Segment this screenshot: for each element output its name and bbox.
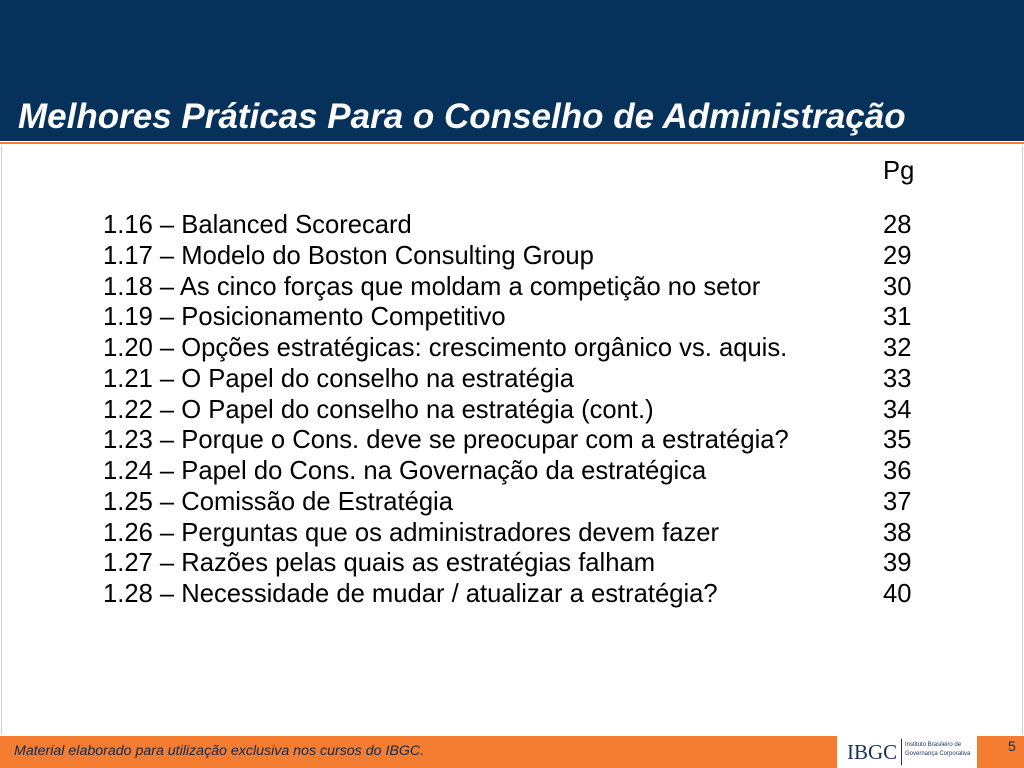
slide-title: Melhores Práticas Para o Conselho de Administração bbox=[18, 97, 906, 136]
toc-item-page: 30 bbox=[883, 272, 912, 301]
toc-item-title: 1.25 – Comissão de Estratégia bbox=[103, 487, 453, 516]
logo-wordmark: IBGC bbox=[847, 740, 898, 764]
toc-item-page: 31 bbox=[883, 303, 912, 332]
toc-item-page: 33 bbox=[883, 364, 912, 393]
ibgc-logo bbox=[837, 736, 977, 768]
toc-row bbox=[103, 272, 933, 303]
toc-item-title: 1.26 – Perguntas que os administradores devem fazer bbox=[103, 518, 720, 547]
toc-row bbox=[103, 241, 933, 272]
toc-item-page: 38 bbox=[883, 518, 912, 547]
toc-row bbox=[103, 395, 933, 426]
logo-tagline-line1: Instituto Brasileiro de bbox=[905, 742, 962, 748]
toc-item-title: 1.21 – O Papel do conselho na estratégia bbox=[103, 364, 574, 393]
toc-item-title: 1.23 – Porque o Cons. deve se preocupar com a estratégia? bbox=[103, 426, 789, 455]
toc-item-page: 40 bbox=[883, 580, 912, 608]
toc-item-page: 35 bbox=[883, 426, 912, 455]
toc-item-page: 39 bbox=[883, 549, 912, 578]
table-of-contents bbox=[103, 210, 933, 610]
toc-row bbox=[103, 333, 933, 364]
toc-item-title: 1.18 – As cinco forças que moldam a competição no setor bbox=[103, 272, 761, 301]
toc-row bbox=[103, 302, 933, 333]
toc-row bbox=[103, 364, 933, 395]
toc-row bbox=[103, 548, 933, 579]
toc-row bbox=[103, 579, 933, 610]
toc-item-title: 1.19 – Posicionamento Competitivo bbox=[103, 303, 506, 332]
toc-item-page: 29 bbox=[883, 241, 912, 270]
toc-row bbox=[103, 487, 933, 518]
toc-item-page: 34 bbox=[883, 395, 912, 424]
toc-row bbox=[103, 456, 933, 487]
toc-item-title: 1.22 – O Papel do conselho na estratégia (cont.) bbox=[103, 395, 654, 424]
toc-item-title: 1.17 – Modelo do Boston Consulting Group bbox=[103, 241, 594, 270]
footer-usage-note: Material elaborado para utilização exclusiva nos cursos do IBGC. bbox=[14, 743, 425, 759]
logo-divider bbox=[901, 739, 902, 765]
toc-item-title: 1.28 – Necessidade de mudar / atualizar a estratégia? bbox=[103, 580, 718, 608]
content-frame-left-border bbox=[1, 146, 2, 735]
content-frame-right-border bbox=[1022, 146, 1023, 735]
page-column-header: Pg bbox=[883, 157, 915, 185]
toc-item-title: 1.27 – Razões pelas quais as estratégias falham bbox=[103, 549, 656, 578]
slide-number: 5 bbox=[1008, 738, 1016, 754]
toc-item-title: 1.24 – Papel do Cons. na Governação da estratégica bbox=[103, 457, 707, 485]
slide-footer bbox=[0, 736, 1024, 768]
toc-item-page: 28 bbox=[883, 211, 912, 239]
toc-item-page: 32 bbox=[883, 334, 912, 362]
toc-row bbox=[103, 518, 933, 549]
toc-item-page: 37 bbox=[883, 487, 912, 516]
header-divider bbox=[0, 142, 1024, 144]
toc-row bbox=[103, 210, 933, 241]
toc-item-title: 1.16 – Balanced Scorecard bbox=[103, 211, 412, 239]
logo-tagline-line2: Governança Corporativa bbox=[905, 751, 971, 757]
toc-item-title: 1.20 – Opções estratégicas: crescimento orgânico vs. aquis. bbox=[103, 334, 788, 362]
slide-header bbox=[0, 0, 1024, 141]
toc-row bbox=[103, 425, 933, 456]
toc-item-page: 36 bbox=[883, 457, 912, 485]
